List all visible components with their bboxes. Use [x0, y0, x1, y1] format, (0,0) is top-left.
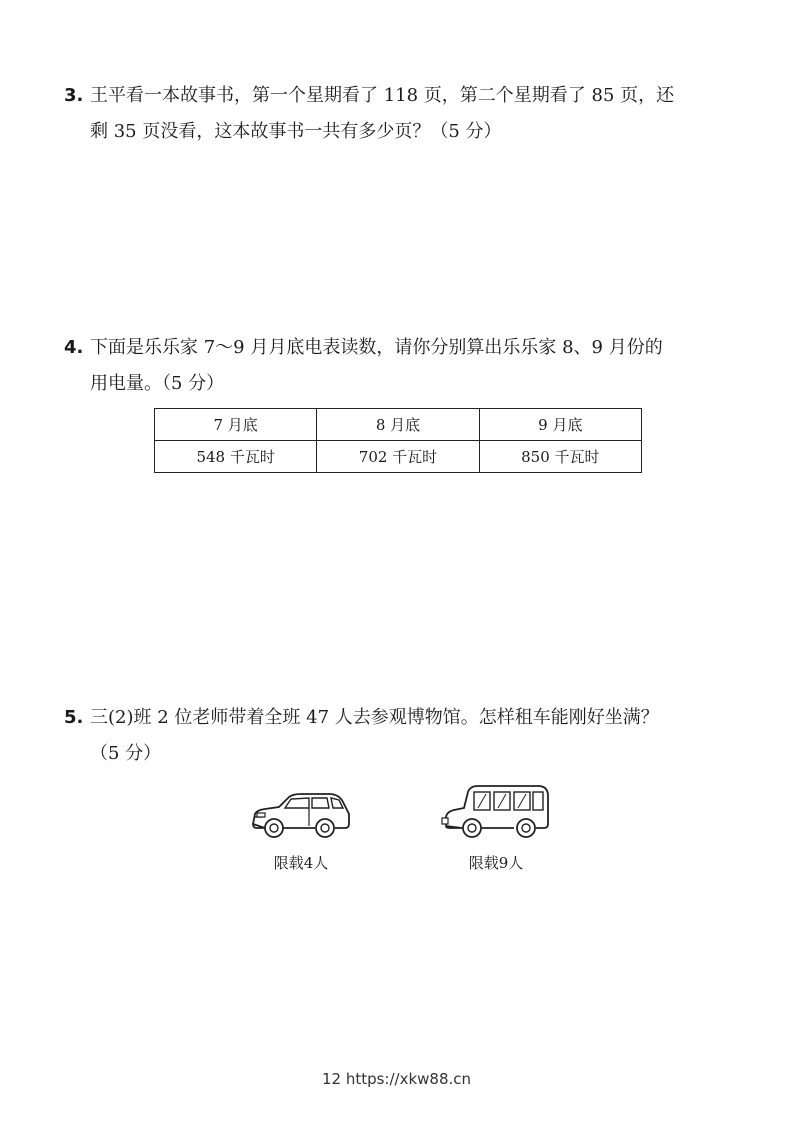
vehicle-capacity-label: 限载9人: [468, 854, 524, 872]
question-4-line-1: [64, 330, 724, 366]
minibus-option: [436, 782, 556, 873]
car-icon: [249, 790, 353, 842]
question-4: [64, 330, 724, 402]
question-text: 下面是乐乐家 7～9 月月底电表读数，请你分别算出乐乐家 8、9 月份的: [90, 337, 663, 358]
question-5-line-1: [64, 700, 724, 736]
question-5: [64, 700, 724, 772]
car-option: [246, 790, 356, 873]
header-cell: 9 月底: [479, 409, 641, 441]
question-3-line-1: [64, 78, 724, 114]
question-number: 3.: [64, 85, 84, 106]
table-row: [155, 441, 642, 473]
question-5-line-2: （5 分）: [90, 743, 162, 764]
reading-cell: 850 千瓦时: [479, 441, 641, 473]
question-3-line-2: 剩 35 页没看，这本故事书一共有多少页？（5 分）: [90, 121, 502, 142]
question-text: 王平看一本故事书，第一个星期看了 118 页，第二个星期看了 85 页，还: [90, 85, 675, 106]
question-number: 4.: [64, 337, 84, 358]
question-3: [64, 78, 724, 150]
header-cell: 7 月底: [155, 409, 317, 441]
page-footer: 12 https://xkw88.cn: [321, 1070, 472, 1088]
question-4-line-2: 用电量。（5 分）: [90, 373, 225, 394]
vehicle-capacity-label: 限载4人: [273, 854, 329, 872]
reading-cell: 702 千瓦时: [317, 441, 479, 473]
question-number: 5.: [64, 707, 84, 728]
header-cell: 8 月底: [317, 409, 479, 441]
meter-reading-table: [154, 408, 642, 473]
table-header-row: [155, 409, 642, 441]
reading-cell: 548 千瓦时: [155, 441, 317, 473]
question-text: 三(2)班 2 位老师带着全班 47 人去参观博物馆。怎样租车能刚好坐满？: [90, 707, 659, 728]
minibus-icon: [438, 782, 554, 842]
